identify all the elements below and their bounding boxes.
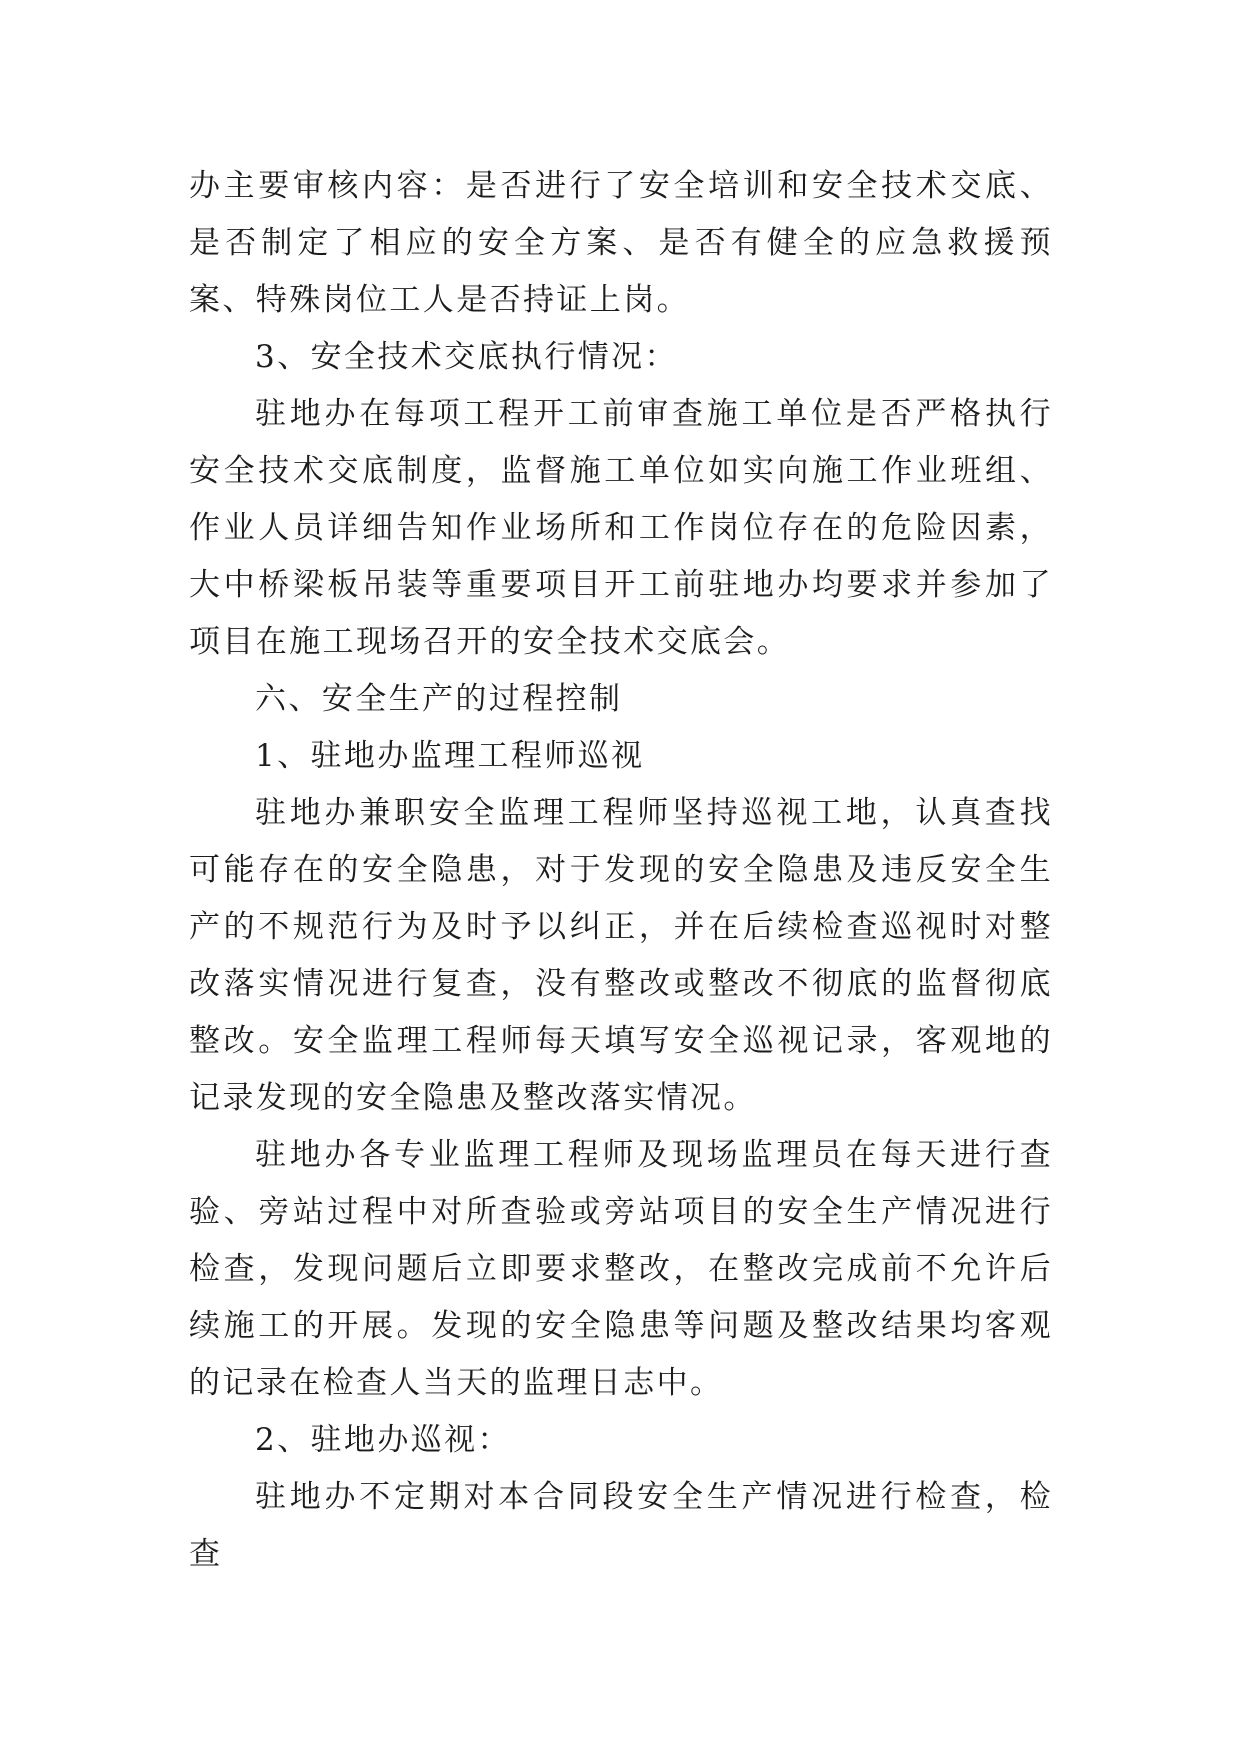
paragraph-safety-briefing: 驻地办在每项工程开工前审查施工单位是否严格执行安全技术交底制度，监督施工单位如实向施工作业班组、作业人员详细告知作业场所和工作岗位存在的危险因素，大中桥梁板吊装等重要项目开工前驻地办均要求并参加了项目在施工现场召开的安全技术交底会。: [189, 396, 1053, 660]
paragraph-review-content: 办主要审核内容：是否进行了安全培训和安全技术交底、是否制定了相应的安全方案、是否有健全的应急救援预案、特殊岗位工人是否持证上岗。: [189, 168, 1053, 318]
heading-office-inspection: 2、驻地办巡视：: [255, 1422, 511, 1458]
heading-safety-briefing-execution: 3、安全技术交底执行情况：: [255, 339, 678, 375]
heading-process-control: 六、安全生产的过程控制: [255, 681, 623, 717]
paragraph-office-inspection: 驻地办不定期对本合同段安全生产情况进行检查，检查: [189, 1479, 1053, 1572]
paragraph-engineer-inspection: 驻地办兼职安全监理工程师坚持巡视工地，认真查找可能存在的安全隐患，对于发现的安全隐患及违反安全生产的不规范行为及时予以纠正，并在后续检查巡视时对整改落实情况进行复查，没有整改或整改不彻底的监督彻底整改。安全监理工程师每天填写安全巡视记录，客观地的记录发现的安全隐患及整改落实情况。: [189, 795, 1053, 1116]
body-text: [189, 158, 1053, 1583]
paragraph-supervisor-checks: 驻地办各专业监理工程师及现场监理员在每天进行查验、旁站过程中对所查验或旁站项目的安全生产情况进行检查，发现问题后立即要求整改，在整改完成前不允许后续施工的开展。发现的安全隐患等问题及整改结果均客观的记录在检查人当天的监理日志中。: [189, 1137, 1053, 1401]
heading-engineer-inspection: 1、驻地办监理工程师巡视: [255, 738, 645, 774]
